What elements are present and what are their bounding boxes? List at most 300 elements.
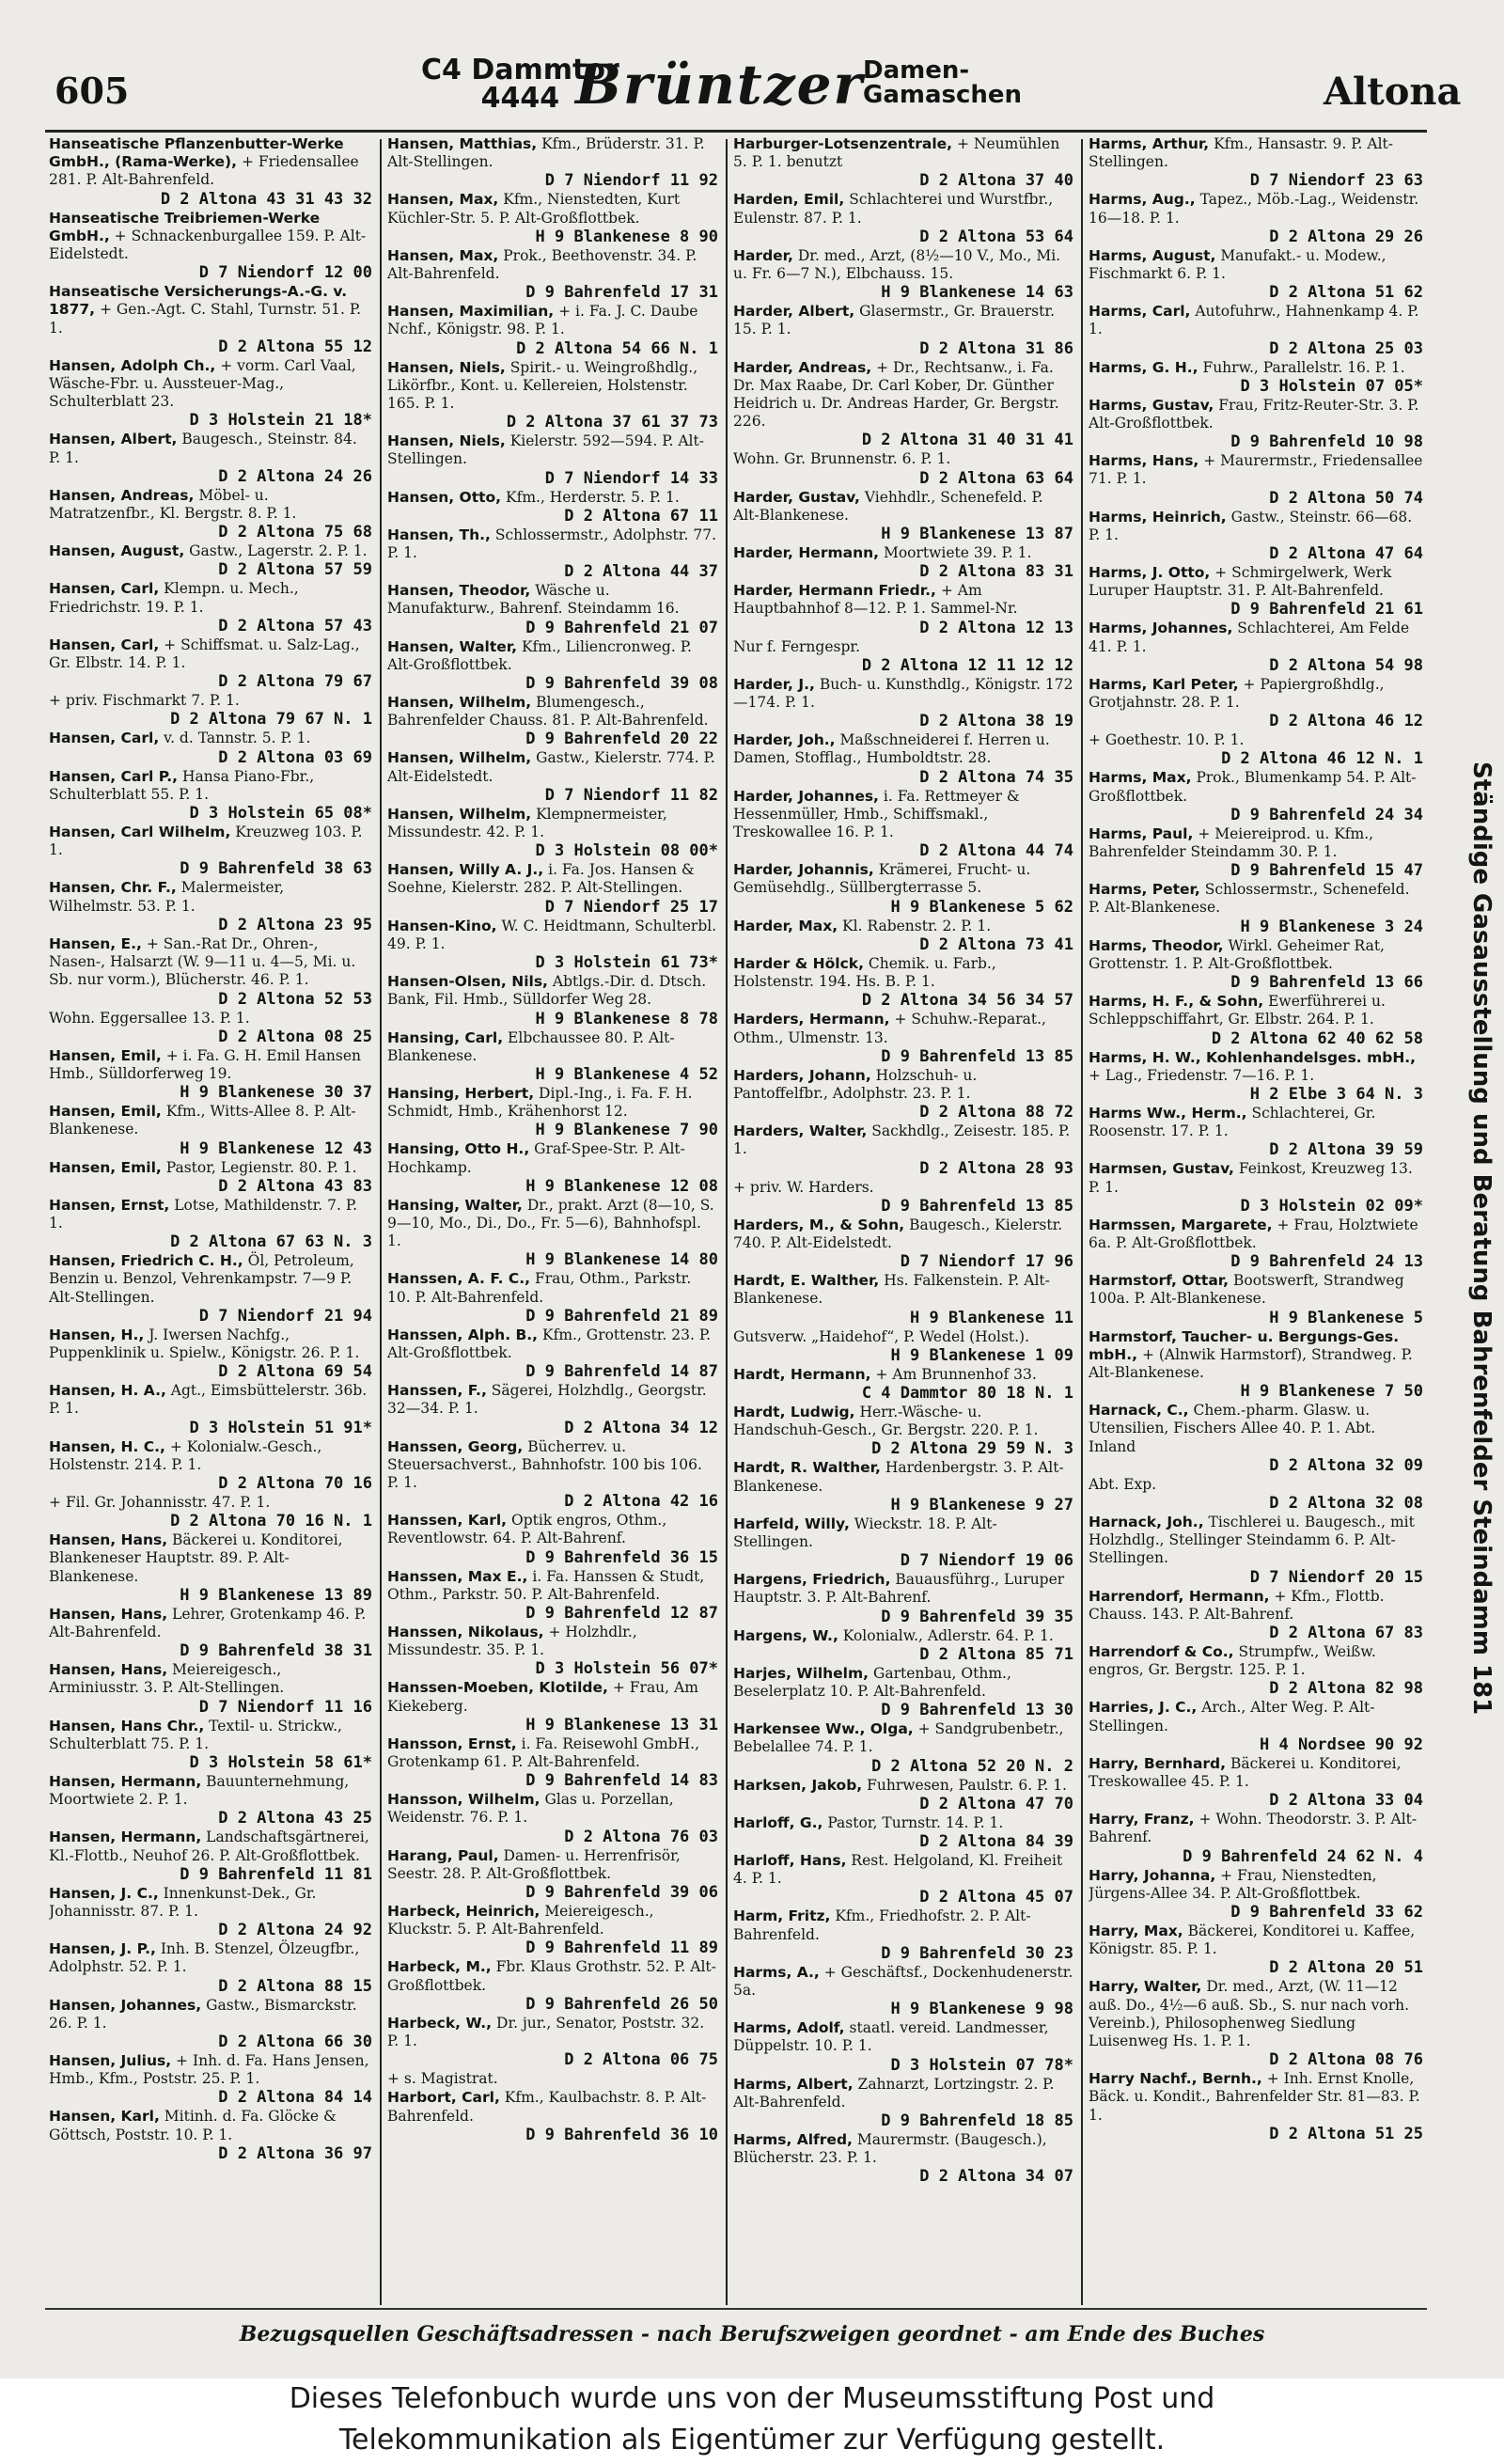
entry-phone: D 9 Bahrenfeld 33 62 [1230,1903,1423,1922]
directory-entry [49,580,372,635]
entry-text [387,1735,718,1771]
directory-entry [1089,2070,1423,2143]
entry-details: Kielerstr. 592—594. P. Alt-Stellingen. [387,432,704,468]
entry-details: Schlossermstr., Adolphstr. 77. P. 1. [387,526,716,562]
entry-name: Hansen, Maximilian, [387,303,555,321]
entry-phone: D 2 Altona 57 43 [218,616,372,636]
column-divider [726,139,728,2305]
entry-name: Hansen, Emil, [49,1046,162,1064]
entry-phone: D 9 Bahrenfeld 30 23 [881,1943,1073,1963]
entry-details: Viehhdlr., Schenefeld. P. Alt-Blankenese. [733,488,1043,524]
entry-name: Hansen, Carl, [49,580,160,598]
entry-text [387,918,718,953]
directory-entry [387,489,718,526]
entry-text [1089,993,1423,1028]
entry-details: + Inh. d. Fa. Hans Jensen, Hmb., Kfm., Poststr. 25. P. 1. [49,2052,369,2088]
entry-details: Kfm., Hansastr. 9. P. Alt-Stellingen. [1089,135,1394,171]
entry-details: Prok., Blumenkamp 54. P. Alt-Großflottbek. [1089,769,1417,805]
entry-details: Kfm., Grottenstr. 23. P. Alt-Großflottbek. [387,1326,712,1361]
entry-phone: D 2 Altona 75 68 [218,523,372,542]
entry-name: Harm, Fritz, [733,1907,831,1925]
entry-details: Dipl.-Ing., i. Fa. F. H. Schmidt, Hmb., Krähenhorst 12. [387,1084,693,1121]
entry-text [733,1328,1073,1346]
entry-details: staatl. vereid. Landmesser, Düppelstr. 10. P. 1. [733,2019,1049,2055]
entry-details: + Goethestr. 10. P. 1. [1089,731,1245,749]
entry-phone: D 9 Bahrenfeld 15 47 [1230,861,1423,881]
entry-name: Harkensee Ww., Olga, [733,1720,914,1738]
entry-details: Innenkunst-Dek., Gr. Johannisstr. 87. P. 1. [49,1884,317,1920]
entry-text [1089,1514,1423,1568]
directory-entry [1089,620,1423,674]
entry-name: Hansen, Hans Chr., [49,1717,205,1734]
entry-phone: D 9 Bahrenfeld 13 66 [1230,973,1423,993]
entry-text [49,1047,372,1083]
entry-text [387,359,718,414]
entry-details: Malermeister, Wilhelmstr. 53. P. 1. [49,879,285,915]
column-4 [1089,135,1423,2309]
entry-text [733,1404,1073,1439]
entry-text [733,1964,1073,2000]
entry-name: Harrendorf & Co., [1089,1642,1234,1660]
entry-details: Kolonialw., Adlerstr. 64. P. 1. [842,1626,1054,1644]
entry-name: Harms, H. F., & Sohn, [1089,993,1264,1011]
entry-text [387,2070,718,2088]
entry-name: Harms, Heinrich, [1089,508,1227,526]
entry-name: Harder & Hölck, [733,954,864,972]
directory-entry [733,247,1073,302]
entry-phone: D 7 Niendorf 12 00 [198,263,372,283]
entry-phone: D 7 Niendorf 25 17 [544,897,718,917]
entry-phone: D 9 Bahrenfeld 21 89 [525,1306,718,1326]
entry-text [387,303,718,338]
entry-details: Gastw., Kielerstr. 774. P. Alt-Eidelstedt. [387,749,715,785]
entry-details: Bäckerei, Konditorei u. Kaffee, Königstr. 85. P. 1. [1089,1923,1416,1958]
entry-text [387,1140,718,1176]
entry-details: Gutsverw. „Haidehof“, P. Wedel (Holst.). [733,1327,1030,1345]
directory-entry [733,1011,1073,1065]
entry-name: Hansen, Hans, [49,1661,168,1679]
entry-name: Harmssen, Margarete, [1089,1216,1273,1233]
directory-entry [733,582,1073,636]
entry-details: Gastw., Lagerstr. 2. P. 1. [189,542,368,560]
entry-details: + Neumühlen 5. P. 1. benutzt [733,135,1060,171]
entry-phone: D 2 Altona 34 07 [919,2167,1073,2187]
entry-details: Gastw., Steinstr. 66—68. P. 1. [1089,508,1413,543]
directory-entry [387,1568,718,1623]
entry-phone: D 7 Niendorf 21 94 [198,1306,372,1326]
entry-name: Harder, Gustav, [733,488,860,506]
entry-name: Hansing, Carl, [387,1028,504,1046]
entry-text [387,1568,718,1604]
entry-phone: H 9 Blankenese 13 87 [881,525,1073,544]
directory-entry [49,1885,372,1939]
entry-details: Hardenbergstr. 3. P. Alt-Blankenese. [733,1459,1064,1495]
directory-entry [733,1459,1073,1514]
entry-name: Hansen, Max, [387,191,499,209]
directory-entry [733,1328,1073,1365]
entry-text [733,2019,1073,2055]
entry-name: Hansen, Walter, [387,637,518,655]
entry-details: Bäckerei u. Konditorei, Treskowallee 45. P. 1. [1089,1754,1402,1790]
directory-entry [49,1828,372,1883]
entry-phone: D 2 Altona 44 37 [564,562,718,582]
entry-name: Hansen, Albert, [49,431,178,448]
entry-text [1089,397,1423,432]
entry-phone: D 3 Holstein 02 09* [1240,1196,1423,1216]
entry-name: Harms, Max, [1089,769,1192,787]
entry-text [387,1326,718,1362]
directory-entry [1089,1272,1423,1326]
entry-name: Harder, Johannes, [733,787,879,805]
entry-phone: D 9 Bahrenfeld 38 63 [180,859,372,879]
entry-text [733,1814,1073,1832]
entry-details: Abt. Exp. [1089,1475,1157,1493]
entry-name: Harder, Joh., [733,731,836,749]
entry-name: Hargens, W., [733,1626,838,1644]
entry-phone: D 7 Niendorf 11 82 [544,785,718,805]
entry-name: Hansing, Herbert, [387,1084,535,1102]
entry-details: Manufakt.- u. Modew., Fischmarkt 6. P. 1. [1089,246,1386,283]
directory-entry [387,1903,718,1957]
entry-text [49,1773,372,1809]
entry-name: Hansen, Willy A. J., [387,861,544,879]
entry-phone: D 9 Bahrenfeld 14 87 [525,1362,718,1382]
entry-name: Hansen, J. P., [49,1940,156,1958]
entry-phone: D 2 Altona 34 56 34 57 [861,991,1073,1011]
entry-phone: D 7 Niendorf 23 63 [1249,171,1423,191]
entry-text [733,582,1073,618]
entry-phone: D 2 Altona 45 07 [919,1888,1073,1907]
entry-phone: D 2 Altona 54 66 N. 1 [516,338,718,358]
entry-name: Hansen, Wilhelm, [387,694,532,712]
entry-phone: D 2 Altona 36 97 [218,2143,372,2163]
directory-entry [387,749,718,804]
entry-name: Hanssen, Max E., [387,1567,528,1585]
entry-name: Hansen, E., [49,934,142,952]
entry-details: + Schnackenburgallee 159. P. Alt-Eidelstedt. [49,227,367,263]
entry-name: Hansen, H. C., [49,1437,165,1455]
entry-phone: D 2 Altona 70 16 [218,1473,372,1493]
entry-details: + Inh. Ernst Knolle, Bäck. u. Kondit., Bahrenfelder Str. 81—83. P. 1. [1089,2070,1420,2124]
entry-name: Hardt, E. Walther, [733,1272,880,1290]
directory-entry [49,2108,372,2162]
header-rule [45,130,1427,133]
directory-entry [387,526,718,581]
entry-text [1089,731,1423,749]
entry-phone: D 2 Altona 37 40 [919,171,1073,191]
directory-entry [733,1122,1073,1177]
entry-text [1089,825,1423,861]
entry-phone: D 2 Altona 37 61 37 73 [506,413,718,432]
entry-details: + Holzhdlr., Missundestr. 35. P. 1. [387,1623,637,1659]
entry-name: Harmstorf, Ottar, [1089,1272,1230,1290]
directory-entry [733,1571,1073,1625]
entry-phone: D 2 Altona 47 64 [1269,544,1423,564]
entry-text [733,1777,1073,1795]
entry-details: Nur f. Ferngespr. [733,637,860,655]
entry-phone: D 2 Altona 85 71 [919,1644,1073,1664]
entry-name: Harms, Adolf, [733,2019,845,2037]
entry-details: Dr. jur., Senator, Poststr. 32. P. 1. [387,2014,705,2050]
directory-entry [49,1531,372,1605]
entry-name: Harry, Walter, [1089,1978,1202,1996]
entry-phone: H 9 Blankenese 12 43 [180,1138,372,1158]
entry-text [733,489,1073,525]
directory-entry [49,357,372,431]
entry-phone: D 9 Bahrenfeld 18 85 [881,2111,1073,2131]
entry-name: Hansen, Niels, [387,358,506,376]
city-title: Altona [1324,70,1462,114]
entry-name: Hansen, Hans, [49,1531,168,1549]
entry-details: Kfm., Liliencronweg. P. Alt-Großflottbek. [387,637,692,673]
directory-entry [49,730,372,766]
directory-entry [1089,1978,1423,2069]
entry-details: + Kfm., Flottb. Chauss. 143. P. Alt-Bahrenf. [1089,1587,1385,1623]
entry-phone: D 2 Altona 33 04 [1269,1791,1423,1811]
entry-text [1089,1049,1423,1085]
entry-phone: D 9 Bahrenfeld 26 50 [525,1994,718,2014]
entry-details: Ewerführerei u. Schleppschiffahrt, Gr. Elbstr. 264. P. 1. [1089,993,1386,1028]
footer-rule [45,2308,1427,2310]
entry-details: Arch., Alter Weg. P. Alt-Stellingen. [1089,1699,1375,1734]
entry-text [1089,247,1423,283]
entry-name: Harden, Emil, [733,191,845,209]
entry-phone: D 2 Altona 88 15 [218,1976,372,1996]
entry-name: Hansen, Hermann, [49,1828,202,1846]
entry-text [1089,937,1423,973]
entry-details: + i. Fa. G. H. Emil Hansen Hmb., Sülldorferweg 19. [49,1046,362,1082]
entry-details: i. Fa. Reisewohl GmbH., Grotenkamp 61. P. Alt-Bahrenfeld. [387,1734,700,1770]
directory-entry [1089,1105,1423,1159]
entry-details: Schlachterei, Gr. Roosenstr. 17. P. 1. [1089,1104,1376,1140]
entry-phone: H 9 Blankenese 5 62 [890,897,1073,917]
entry-phone: H 9 Blankenese 5 [1269,1308,1423,1327]
entry-text [1089,1105,1423,1140]
entry-name: Hansen, Chr. F., [49,879,177,897]
entry-text [733,1627,1073,1645]
directory-entry [733,1067,1073,1122]
entry-phone: D 9 Bahrenfeld 11 81 [180,1864,372,1884]
entry-text [733,861,1073,897]
directory-entry [49,210,372,283]
directory-entry [49,1718,372,1772]
entry-phone: D 2 Altona 54 98 [1269,655,1423,675]
entry-details: + Sandgrubenbetr., Bebelallee 74. P. 1. [733,1720,1064,1756]
entry-phone: D 7 Niendorf 20 15 [1249,1567,1423,1587]
entry-name: Harry Nachf., Bernh., [1089,2070,1262,2088]
entry-name: Hansen, Johannes, [49,1996,202,2014]
entry-phone: D 9 Bahrenfeld 21 61 [1230,600,1423,620]
entry-name: Harms, Alfred, [733,2131,853,2149]
entry-phone: D 2 Altona 57 59 [218,560,372,580]
entry-details: Kl. Rabenstr. 2. P. 1. [842,917,992,934]
entry-text [387,1958,718,1994]
entry-name: Harders, Hermann, [733,1011,890,1028]
directory-entry [1089,191,1423,245]
entry-phone: D 2 Altona 46 12 N. 1 [1221,749,1423,769]
entry-phone: D 9 Bahrenfeld 36 15 [525,1547,718,1567]
entry-name: Harloff, G., [733,1813,823,1831]
directory-entry [49,1940,372,1995]
entry-text [387,191,718,227]
directory-entry [387,918,718,972]
entry-name: Hanseatische Pflanzenbutter-Werke GmbH., (Rama-Werke), [49,135,344,171]
entry-phone: D 2 Altona 28 93 [919,1158,1073,1178]
entry-details: Wieckstr. 18. P. Alt-Stellingen. [733,1514,997,1550]
entry-name: Hansen, Wilhelm, [387,749,532,767]
entry-name: Hansen, Karl, [49,2108,160,2126]
entry-text [49,1010,372,1028]
entry-details: Herr.-Wäsche- u. Handschuh-Gesch., Gr. Bergstr. 220. P. 1. [733,1403,1039,1439]
entry-text [1089,135,1423,171]
entry-name: Hanssen-Moeben, Klotilde, [387,1679,608,1697]
entry-name: Hansen, Niels, [387,432,506,450]
directory-entry [1089,1923,1423,1977]
entry-text [733,247,1073,283]
entry-details: Kfm., Nienstedten, Kurt Küchler-Str. 5. P. Alt-Großflottbek. [387,191,681,227]
entry-name: Harmsen, Gustav, [1089,1160,1234,1178]
entry-name: Hansen, Matthias, [387,135,538,152]
directory-entry [387,191,718,245]
entry-details: Prok., Beethovenstr. 34. P. Alt-Bahrenfeld. [387,246,697,283]
entry-name: Harms, Hans, [1089,452,1199,470]
entry-phone: D 3 Holstein 65 08* [189,804,372,824]
entry-details: + Lag., Friedenstr. 7—16. P. 1. [1089,1066,1315,1084]
entry-details: Wirkl. Geheimer Rat, Grottenstr. 1. P. Alt-Großflottbek. [1089,936,1385,972]
entry-text [49,636,372,672]
entry-name: Hansen, Hans, [49,1605,168,1623]
side-advertisement: Ständige Gasausstellung und Beratung Bahrenfelder Steindamm 181 [1467,761,1496,1716]
entry-details: + (Alnwik Harmstorf), Strandweg. P. Alt-Blankenese. [1089,1345,1413,1381]
entry-text [733,303,1073,338]
entry-phone: H 9 Blankenese 12 08 [525,1176,718,1196]
entry-text [49,1494,372,1512]
directory-entry [733,359,1073,450]
directory-entry [1089,1643,1423,1698]
entry-text [387,1679,718,1715]
directory-entry [49,1382,372,1436]
entry-phone: D 2 Altona 08 25 [218,1027,372,1046]
entry-name: Harms, G. H., [1089,358,1198,376]
directory-entry [733,1814,1073,1851]
directory-entry [387,582,718,636]
entry-text [387,135,718,171]
entry-phone: D 2 Altona 70 16 N. 1 [170,1512,372,1531]
entry-details: J. Iwersen Nachfg., Puppenklinik u. Spielw., Königstr. 26. P. 1. [49,1326,360,1361]
directory-entry [733,1216,1073,1271]
entry-name: Hardt, Hermann, [733,1365,871,1383]
entry-phone: D 2 Altona 20 51 [1269,1958,1423,1978]
entry-text [49,357,372,412]
entry-details: + vorm. Carl Vaal, Wäsche-Fbr. u. Aussteuer-Mag., Schulterblatt 23. [49,356,356,411]
entry-name: Harder, [733,246,793,264]
entry-details: + s. Magistrat. [387,2070,498,2088]
entry-details: Autofuhrw., Hahnenkamp 4. P. 1. [1089,303,1419,338]
directory-entry [387,1624,718,1678]
directory-entry [733,676,1073,730]
directory-entry [1089,452,1423,507]
entry-phone: D 2 Altona 74 35 [919,767,1073,787]
entry-text [1089,620,1423,655]
entry-details: Pastor, Turnstr. 14. P. 1. [827,1813,1004,1831]
entry-text [1089,564,1423,600]
directory-entry [733,1272,1073,1326]
directory-entry [49,283,372,356]
entry-phone: D 9 Bahrenfeld 11 89 [525,1938,718,1958]
entry-phone: D 9 Bahrenfeld 21 07 [525,618,718,637]
entry-details: Krämerei, Frucht- u. Gemüsehdlg., Süllbergterrasse 5. [733,861,1031,897]
entry-phone: H 9 Blankenese 1 09 [890,1345,1073,1365]
directory-entry [387,1197,718,1270]
entry-name: Hansen, August, [49,542,185,560]
directory-entry [1089,825,1423,880]
entry-phone: D 2 Altona 24 92 [218,1921,372,1940]
entry-phone: D 2 Altona 53 64 [919,227,1073,246]
entry-name: Hanssen, Alph. B., [387,1326,539,1343]
directory-entry [387,1958,718,2013]
entry-name: Harmstorf, Taucher- u. Bergungs-Ges. mbH., [1089,1327,1400,1363]
entry-phone: D 2 Altona 63 64 [919,468,1073,488]
directory-entry [733,1777,1073,1813]
entry-phone: H 2 Elbe 3 64 N. 3 [1249,1084,1423,1104]
entry-name: Harms, Karl Peter, [1089,675,1239,693]
entry-phone: D 3 Holstein 51 91* [189,1418,372,1437]
entry-phone: H 9 Blankenese 13 89 [180,1585,372,1605]
entry-details: Holzschuh- u. Pantoffelfbr., Adolphstr. 23. P. 1. [733,1066,978,1102]
directory-entry [49,636,372,691]
entry-phone: D 3 Holstein 07 05* [1240,376,1423,396]
entry-name: Harms, Paul, [1089,824,1194,842]
entry-text [1089,1923,1423,1958]
entry-details: + priv. W. Harders. [733,1178,874,1196]
entry-text [733,1272,1073,1308]
footer-advertisement: Bezugsquellen Geschäftsadressen - nach Berufszweigen geordnet - am Ende des Buches [239,2322,1265,2346]
directory-entry [1089,564,1423,619]
directory-entry [1089,397,1423,451]
entry-text [49,768,372,804]
entry-details: Agt., Eimsbüttelerstr. 36b. P. 1. [49,1382,368,1418]
directory-entry [49,1103,372,1157]
entry-text [733,918,1073,935]
directory-entry [733,918,1073,954]
entry-text [387,1270,718,1306]
entry-name: Harder, J., [733,675,815,693]
entry-text [387,2089,718,2125]
entry-details: Zahnarzt, Lortzingstr. 2. P. Alt-Bahrenfeld. [733,2075,1055,2111]
entry-details: Rest. Helgoland, Kl. Freiheit 4. P. 1. [733,1851,1063,1888]
entry-text [49,283,372,337]
entry-text [733,544,1073,562]
entry-details: Fuhrw., Parallelstr. 16. P. 1. [1202,358,1405,376]
directory-entry [387,694,718,748]
directory-entry [49,1197,372,1251]
entry-phone: H 9 Blankenese 3 24 [1240,917,1423,936]
entry-name: Hanssen, A. F. C., [387,1270,531,1288]
entry-phone: D 2 Altona 43 31 43 32 [160,189,372,209]
entry-text [1089,1755,1423,1791]
entry-phone: H 9 Blankenese 14 63 [881,283,1073,303]
entry-details: Sägerei, Holzhdlg., Georgstr. 32—34. P. 1. [387,1382,707,1418]
entry-text [1089,2070,1423,2125]
directory-entry [49,1010,372,1046]
entry-text [387,1624,718,1659]
entry-name: Harder, Andreas, [733,358,872,376]
entry-details: Blumengesch., Bahrenfelder Chauss. 81. P. Alt-Bahrenfeld. [387,694,709,730]
entry-details: Spirit.- u. Weingroßhdlg., Likörfbr., Kont. u. Kellereien, Holstenstr. 165. P. 1. [387,358,698,413]
entry-phone: D 2 Altona 79 67 [218,672,372,692]
entry-details: + Papiergroßhdlg., Grotjahnstr. 28. P. 1. [1089,675,1385,712]
directory-entry [49,135,372,209]
